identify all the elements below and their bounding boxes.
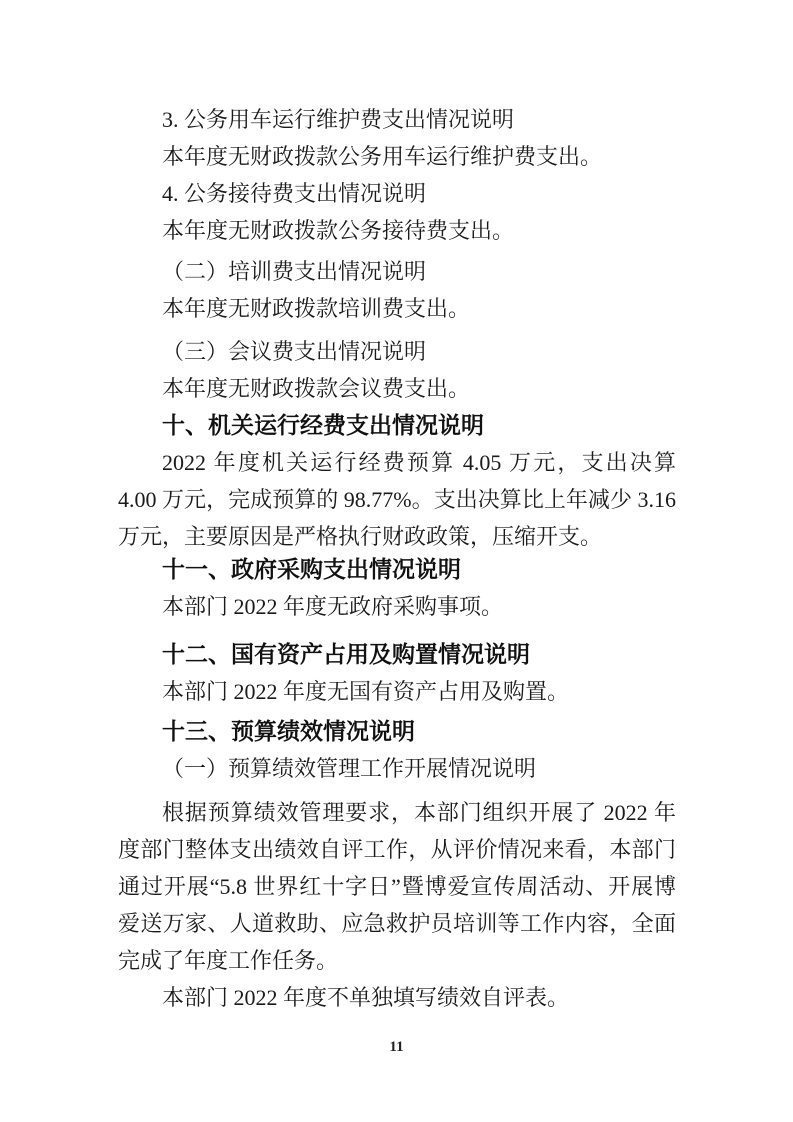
paragraph: 本年度无财政拨款公务接待费支出。 — [162, 218, 515, 243]
paragraph: 本年度无财政拨款公务用车运行维护费支出。 — [162, 144, 603, 169]
section-12-heading: 十二、国有资产占用及购置情况说明 — [162, 641, 530, 667]
subitem-3-heading: 3. 公务用车运行维护费支出情况说明 — [162, 107, 515, 132]
paragraph: 本部门 2022 年度无政府采购事项。 — [162, 594, 504, 619]
section-10-heading: 十、机关运行经费支出情况说明 — [162, 412, 484, 438]
subsection-1-heading: （一）预算绩效管理工作开展情况说明 — [162, 756, 537, 781]
section-13-heading: 十三、预算绩效情况说明 — [162, 718, 415, 744]
subsection-3-heading: （三）会议费支出情况说明 — [162, 339, 427, 364]
paragraph: 2022 年度机关运行经费预算 4.05 万元，支出决算 4.00 万元，完成预算的 98.77%。支出决算比上年减少 3.16 万元，主要原因是严格执行财政政策，压缩开支。 — [118, 450, 676, 549]
paragraph: 本部门 2022 年度不单独填写绩效自评表。 — [162, 985, 570, 1010]
paragraph: 本年度无财政拨款会议费支出。 — [162, 376, 471, 401]
section-11-heading: 十一、政府采购支出情况说明 — [162, 556, 461, 582]
paragraph: 本年度无财政拨款培训费支出。 — [162, 296, 471, 321]
paragraph: 本部门 2022 年度无国有资产占用及购置。 — [162, 679, 570, 704]
paragraph: 根据预算绩效管理要求，本部门组织开展了 2022 年度部门整体支出绩效自评工作，从评价情况来看，本部门通过开展“5.8 世界红十字日”暨博爱宣传周活动、开展博爱送万家、人道救助、应急救护员培训等工作内容，全面完成了年度工作任务。 — [118, 800, 676, 973]
subsection-2-heading: （二）培训费支出情况说明 — [162, 259, 427, 284]
page-number: 11 — [389, 1039, 404, 1055]
subitem-4-heading: 4. 公务接待费支出情况说明 — [162, 181, 427, 206]
